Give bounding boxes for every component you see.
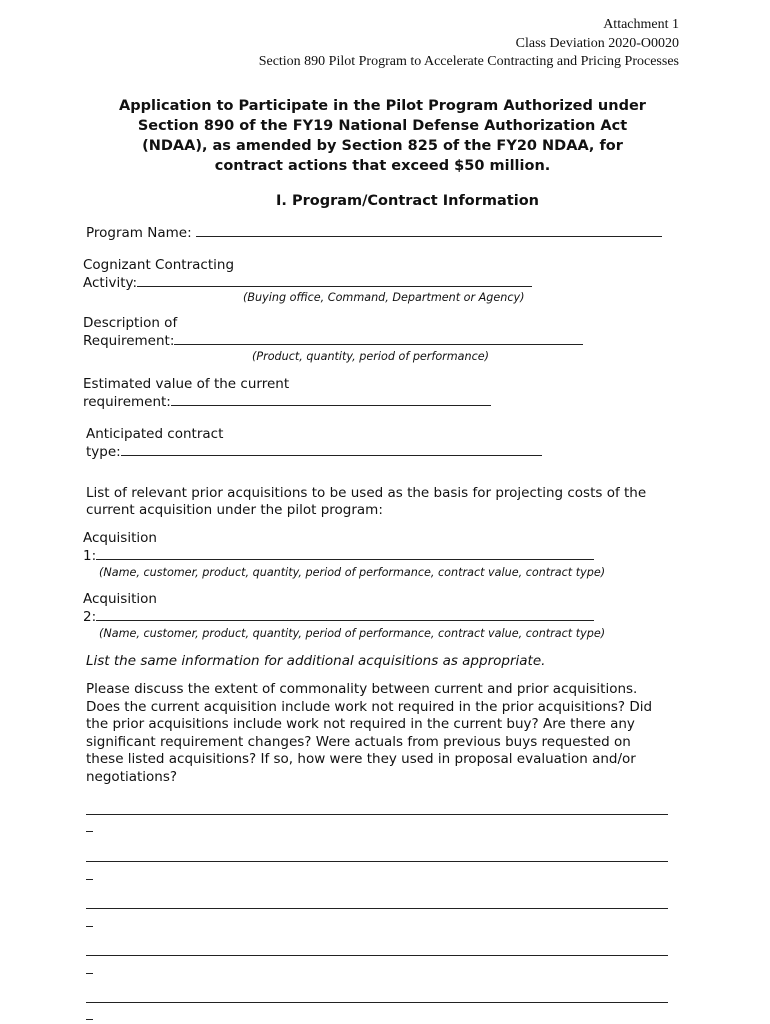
attachment-label: Attachment 1 xyxy=(603,17,679,32)
acquisition-1-field[interactable] xyxy=(96,547,594,560)
program-name-label: Program Name: xyxy=(86,225,192,241)
estimated-value-label: requirement: xyxy=(83,394,171,410)
acquisition-1-label-line1: Acquisition xyxy=(83,530,157,546)
estimated-value-row xyxy=(83,393,491,411)
answer-line-continuation xyxy=(86,831,93,832)
acquisition-2-label: 2: xyxy=(83,609,97,625)
answer-line-continuation xyxy=(86,973,93,974)
contracting-activity-field[interactable] xyxy=(137,274,532,287)
contract-type-field[interactable] xyxy=(121,443,542,456)
description-label-line1: Description of xyxy=(83,315,178,331)
prior-acquisitions-intro-line: List of relevant prior acquisitions to be used as the basis for projecting costs of the xyxy=(86,485,647,501)
discussion-line: the prior acquisitions include work not required in the current buy? Are there any xyxy=(86,716,635,732)
answer-line xyxy=(86,1002,668,1003)
description-label: Requirement: xyxy=(83,333,175,349)
acquisition-2-label-line1: Acquisition xyxy=(83,591,157,607)
discussion-prompt xyxy=(86,681,686,786)
title-line: (NDAA), as amended by Section 825 of the FY20 NDAA, for xyxy=(142,138,623,154)
additional-acquisitions-note: List the same information for additional acquisitions as appropriate. xyxy=(86,653,546,669)
contracting-activity-label: Activity: xyxy=(83,275,138,291)
title-line: contract actions that exceed $50 million. xyxy=(214,158,551,174)
acquisition-2-hint: (Name, customer, product, quantity, period of performance, contract value, contract type) xyxy=(99,627,606,640)
discussion-line: negotiations? xyxy=(86,768,178,785)
answer-line-continuation xyxy=(86,926,93,927)
contracting-activity-hint: (Buying office, Command, Department or Agency) xyxy=(243,291,525,304)
answer-line-continuation xyxy=(86,1019,93,1020)
description-field[interactable] xyxy=(174,332,583,345)
discussion-answer-area[interactable] xyxy=(86,800,668,1020)
contract-type-row xyxy=(86,443,542,461)
discussion-line: Please discuss the extent of commonality between current and prior acquisitions. xyxy=(86,681,638,697)
contract-type-label: type: xyxy=(86,444,121,460)
answer-line xyxy=(86,908,668,909)
answer-line-continuation xyxy=(86,879,93,880)
title-line: Application to Participate in the Pilot Program Authorized under xyxy=(119,98,646,114)
prior-acquisitions-intro-line: current acquisition under the pilot program: xyxy=(86,502,383,518)
section-heading: I. Program/Contract Information xyxy=(276,193,539,209)
document-title xyxy=(60,96,705,176)
answer-line xyxy=(86,861,668,862)
discussion-line: Does the current acquisition include work not required in the prior acquisitions? Did xyxy=(86,698,653,715)
acquisition-1-label: 1: xyxy=(83,548,97,564)
acquisition-1-row xyxy=(83,547,594,565)
contracting-activity-row xyxy=(83,274,532,292)
acquisition-2-field[interactable] xyxy=(96,608,594,621)
section-label: Section 890 Pilot Program to Accelerate Contracting and Pricing Processes xyxy=(258,54,679,69)
class-deviation-label: Class Deviation 2020-O0020 xyxy=(515,36,679,51)
acquisition-2-row xyxy=(83,608,594,626)
acquisition-1-hint: (Name, customer, product, quantity, period of performance, contract value, contract type) xyxy=(99,566,606,579)
description-row xyxy=(83,332,583,350)
description-hint: (Product, quantity, period of performance) xyxy=(252,350,490,363)
answer-line xyxy=(86,814,668,815)
program-name-field[interactable] xyxy=(196,224,662,237)
contracting-activity-label-line1: Cognizant Contracting xyxy=(83,257,235,273)
discussion-line: significant requirement changes? Were actuals from previous buys requested on xyxy=(86,733,631,750)
estimated-value-field[interactable] xyxy=(171,393,491,406)
contract-type-label-line1: Anticipated contract xyxy=(86,426,224,442)
program-name-row xyxy=(86,224,662,242)
title-line: Section 890 of the FY19 National Defense Authorization Act xyxy=(137,118,628,134)
discussion-line: these listed acquisitions? If so, how were they used in proposal evaluation and/or xyxy=(86,751,636,767)
estimated-value-label-line1: Estimated value of the current xyxy=(83,376,290,392)
answer-line xyxy=(86,955,668,956)
